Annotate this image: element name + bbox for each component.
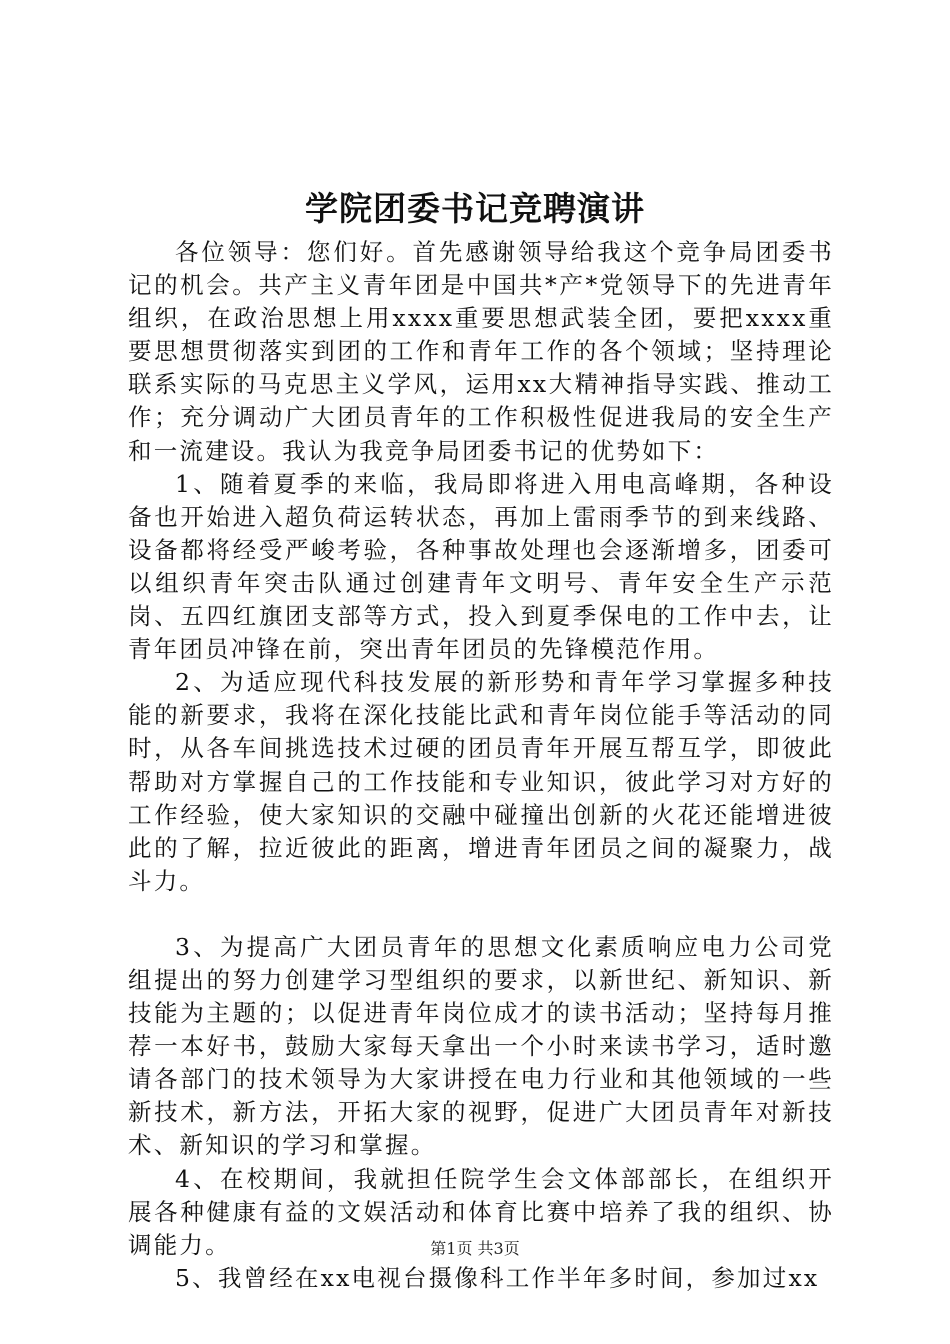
paragraph-point-1: 1、随着夏季的来临，我局即将进入用电高峰期，各种设备也开始进入超负荷运转状态，再加上雷雨季节的到来线路、设备都将经受严峻考验，各种事故处理也会逐渐增多，团委可以组织青年突击队通过创建青年文明号、青年安全生产示范岗、五四红旗团支部等方式，投入到夏季保电的工作中去，让青年团员冲锋在前，突出青年团员的先锋模范作用。 [128, 469, 834, 664]
page-number-footer: 第1页 共3页 [430, 1239, 520, 1258]
paragraph-point-3: 3、为提高广大团员青年的思想文化素质响应电力公司党组提出的努力创建学习型组织的要求，以新世纪、新知识、新技能为主题的；以促进青年岗位成才的读书活动；坚持每月推荐一本好书，鼓励大家每天拿出一个小时来读书学习，适时邀请各部门的技术领导为大家讲授在电力行业和其他领域的一些新技术，新方法，开拓大家的视野，促进广大团员青年对新技术、新知识的学习和掌握。 [128, 932, 834, 1160]
paragraph-point-4: 4、在校期间，我就担任院学生会文体部部长，在组织开展各种健康有益的文娱活动和体育比赛中培养了我的组织、协调能力。 [128, 1164, 834, 1259]
paragraph-point-5: 5、我曾经在xx电视台摄像科工作半年多时间，参加过xx [175, 1263, 820, 1292]
document-body [128, 236, 834, 1295]
document-title: 学院团委书记竞聘演讲 [305, 189, 645, 228]
paragraph-intro: 各位领导：您们好。首先感谢领导给我这个竞争局团委书记的机会。共产主义青年团是中国共*产*党领导下的先进青年组织，在政治思想上用xxxx重要思想武装全团，要把xxxx重要思想贯彻落实到团的工作和青年工作的各个领域；坚持理论联系实际的马克思主义学风，运用xx大精神指导实践、推动工作；充分调动广大团员青年的工作积极性促进我局的安全生产和一流建设。我认为我竞争局团委书记的优势如下： [128, 238, 834, 465]
paragraph-point-2: 2、为适应现代科技发展的新形势和青年学习掌握多种技能的新要求，我将在深化技能比武和青年岗位能手等活动的同时，从各车间挑选技术过硬的团员青年开展互帮互学，即彼此帮助对方掌握自己的工作技能和专业知识，彼此学习对方好的工作经验，使大家知识的交融中碰撞出创新的火花还能增进彼此的了解，拉近彼此的距离，增进青年团员之间的凝聚力，战斗力。 [128, 668, 834, 895]
paragraph-spacer [128, 898, 834, 931]
